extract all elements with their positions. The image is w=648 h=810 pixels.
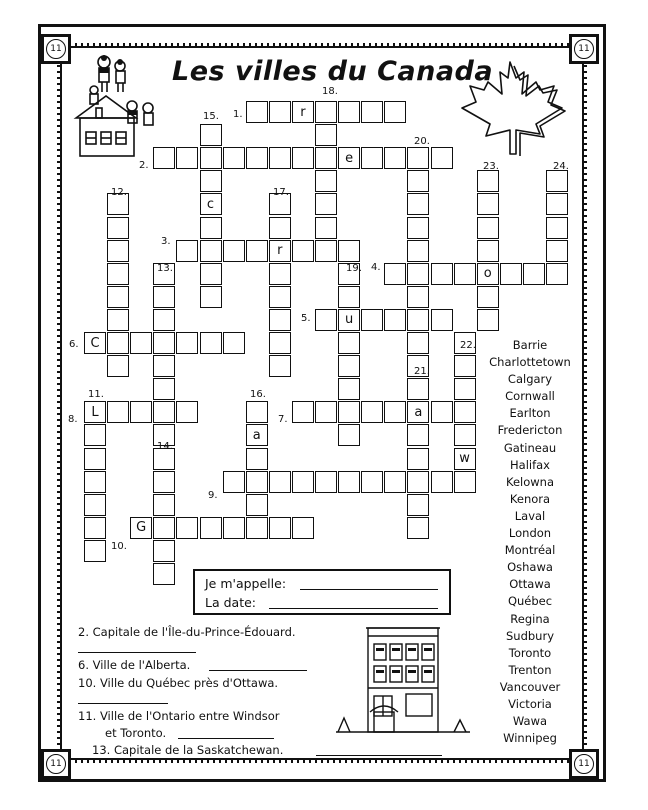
- grid-cell[interactable]: a: [246, 424, 268, 446]
- grid-cell[interactable]: [477, 217, 499, 239]
- grid-cell[interactable]: [269, 263, 291, 285]
- clue-number: 18.: [322, 86, 338, 97]
- grid-cell[interactable]: [200, 217, 222, 239]
- clue-number: 23.: [483, 161, 499, 172]
- clue-number: 6.: [69, 339, 79, 350]
- clue-number: 3.: [161, 236, 171, 247]
- grid-cell[interactable]: [546, 170, 568, 192]
- grid-cell[interactable]: [200, 286, 222, 308]
- grid-cell[interactable]: [200, 240, 222, 262]
- grid-cell[interactable]: [223, 471, 245, 493]
- grid-cell[interactable]: [477, 309, 499, 331]
- grid-cell[interactable]: [84, 424, 106, 446]
- word-bank-item: Québec: [507, 594, 553, 609]
- grid-cell[interactable]: [153, 494, 175, 516]
- grid-cell[interactable]: [153, 401, 175, 423]
- grid-cell[interactable]: [315, 217, 337, 239]
- grid-cell[interactable]: [176, 401, 198, 423]
- grid-cell[interactable]: [407, 332, 429, 354]
- clue-number: 20.: [414, 136, 430, 147]
- grid-cell[interactable]: [361, 147, 383, 169]
- word-bank-item: Trenton: [508, 662, 552, 677]
- clue-number: 11.: [88, 389, 104, 400]
- clue-number: 5.: [301, 313, 311, 324]
- grid-cell[interactable]: [269, 332, 291, 354]
- grid-cell[interactable]: [269, 101, 291, 123]
- grid-cell[interactable]: [384, 147, 406, 169]
- grid-cell[interactable]: [407, 517, 429, 539]
- grid-cell[interactable]: [246, 240, 268, 262]
- grid-cell[interactable]: [361, 309, 383, 331]
- grid-cell[interactable]: [130, 401, 152, 423]
- grid-cell[interactable]: [107, 309, 129, 331]
- grid-cell[interactable]: [454, 355, 476, 377]
- grid-cell[interactable]: [315, 240, 337, 262]
- word-bank-item: Gatineau: [503, 440, 557, 455]
- name-line[interactable]: [300, 589, 438, 590]
- clue-number: 13.: [157, 263, 173, 274]
- grid-cell[interactable]: [223, 147, 245, 169]
- grid-cell[interactable]: [407, 494, 429, 516]
- word-bank-item: Oshawa: [507, 560, 553, 575]
- grid-cell[interactable]: [292, 147, 314, 169]
- grid-cell[interactable]: [477, 286, 499, 308]
- grid-cell[interactable]: [153, 563, 175, 585]
- grid-cell[interactable]: [315, 124, 337, 146]
- grid-cell[interactable]: [384, 101, 406, 123]
- page-number: 11: [46, 39, 66, 59]
- date-line[interactable]: [269, 608, 438, 609]
- word-bank-item: Kenora: [509, 491, 551, 506]
- grid-cell[interactable]: [107, 263, 129, 285]
- clue-11: 11. Ville de l'Ontario entre Windsor: [78, 709, 280, 723]
- grid-cell[interactable]: [223, 332, 245, 354]
- grid-cell[interactable]: [338, 378, 360, 400]
- grid-cell[interactable]: [407, 424, 429, 446]
- grid-cell[interactable]: [338, 401, 360, 423]
- word-bank-item: Regina: [510, 611, 550, 626]
- grid-cell[interactable]: [431, 263, 453, 285]
- grid-cell[interactable]: [153, 309, 175, 331]
- grid-cell[interactable]: [84, 517, 106, 539]
- grid-cell[interactable]: [407, 286, 429, 308]
- grid-cell[interactable]: [384, 401, 406, 423]
- word-bank-item: Wawa: [512, 714, 548, 729]
- grid-cell[interactable]: [384, 471, 406, 493]
- page-number: 11: [46, 754, 66, 774]
- grid-cell[interactable]: [315, 401, 337, 423]
- grid-cell[interactable]: [523, 263, 545, 285]
- grid-cell[interactable]: [407, 217, 429, 239]
- grid-cell[interactable]: [338, 240, 360, 262]
- grid-cell[interactable]: [107, 240, 129, 262]
- grid-cell[interactable]: [361, 471, 383, 493]
- clue-number: 10.: [111, 541, 127, 552]
- grid-cell[interactable]: [246, 401, 268, 423]
- page-title: Les villes du Canada: [172, 56, 494, 87]
- grid-cell[interactable]: r: [269, 240, 291, 262]
- page-number: 11: [574, 39, 594, 59]
- clue-number: 9.: [208, 490, 218, 501]
- word-bank-item: Vancouver: [499, 679, 561, 694]
- grid-cell[interactable]: a: [407, 401, 429, 423]
- grid-cell[interactable]: [269, 147, 291, 169]
- clue-number: 21.: [414, 366, 430, 377]
- grid-cell[interactable]: [130, 332, 152, 354]
- grid-cell[interactable]: [407, 263, 429, 285]
- grid-cell[interactable]: [546, 240, 568, 262]
- grid-cell[interactable]: C: [84, 332, 106, 354]
- grid-cell[interactable]: [315, 101, 337, 123]
- grid-cell[interactable]: [407, 170, 429, 192]
- grid-cell[interactable]: [454, 401, 476, 423]
- corner-bottom-left: [41, 749, 71, 779]
- grid-cell[interactable]: [315, 193, 337, 215]
- word-bank-item: Calgary: [507, 372, 553, 387]
- grid-cell[interactable]: [338, 355, 360, 377]
- grid-cell[interactable]: [153, 540, 175, 562]
- clue-13: 13. Capitale de la Saskatchewan.: [92, 743, 284, 757]
- grid-cell[interactable]: [338, 471, 360, 493]
- corner-bottom-right: [569, 749, 599, 779]
- word-bank-item: London: [508, 526, 552, 541]
- grid-cell[interactable]: [269, 286, 291, 308]
- word-bank-item: Laval: [514, 508, 546, 523]
- clue-number: 24.: [553, 161, 569, 172]
- word-bank-item: Victoria: [508, 696, 552, 711]
- word-bank-item: Sudbury: [505, 628, 554, 643]
- grid-cell[interactable]: [107, 355, 129, 377]
- clue-number: 14.: [157, 441, 173, 452]
- clue-number: 12.: [111, 187, 127, 198]
- grid-cell[interactable]: [107, 286, 129, 308]
- grid-cell[interactable]: [153, 286, 175, 308]
- grid-cell[interactable]: [84, 540, 106, 562]
- grid-cell[interactable]: [153, 517, 175, 539]
- grid-cell[interactable]: u: [338, 309, 360, 331]
- grid-cell[interactable]: [246, 494, 268, 516]
- word-bank-item: Fredericton: [497, 423, 563, 438]
- date-label: La date:: [205, 595, 256, 610]
- grid-cell[interactable]: c: [200, 193, 222, 215]
- grid-cell[interactable]: [546, 217, 568, 239]
- grid-cell[interactable]: [269, 217, 291, 239]
- word-bank-item: Toronto: [508, 645, 552, 660]
- city-building-illustration: [330, 622, 476, 740]
- grid-cell[interactable]: [176, 147, 198, 169]
- grid-cell[interactable]: [176, 517, 198, 539]
- grid-cell[interactable]: [407, 309, 429, 331]
- page-number: 11: [574, 754, 594, 774]
- grid-cell[interactable]: [454, 263, 476, 285]
- grid-cell[interactable]: [176, 332, 198, 354]
- grid-cell[interactable]: [407, 193, 429, 215]
- grid-cell[interactable]: [200, 332, 222, 354]
- grid-cell[interactable]: [407, 471, 429, 493]
- name-label: Je m'appelle:: [205, 576, 287, 591]
- grid-cell[interactable]: [84, 448, 106, 470]
- family-house-illustration: [70, 48, 166, 160]
- grid-cell[interactable]: G: [130, 517, 152, 539]
- grid-cell[interactable]: [338, 101, 360, 123]
- name-date-box: [193, 569, 451, 615]
- corner-top-right: [569, 34, 599, 64]
- grid-cell[interactable]: [407, 378, 429, 400]
- grid-cell[interactable]: [200, 124, 222, 146]
- grid-cell[interactable]: [107, 217, 129, 239]
- grid-cell[interactable]: [315, 147, 337, 169]
- grid-cell[interactable]: [384, 263, 406, 285]
- word-bank-item: Kelowna: [505, 474, 555, 489]
- clue-number: 4.: [371, 262, 381, 273]
- grid-cell[interactable]: [292, 471, 314, 493]
- grid-cell[interactable]: [200, 517, 222, 539]
- grid-cell[interactable]: [338, 286, 360, 308]
- clue-number: 16.: [250, 389, 266, 400]
- grid-cell[interactable]: [246, 517, 268, 539]
- clue-6: 6. Ville de l'Alberta.: [78, 658, 191, 672]
- grid-cell[interactable]: [153, 147, 175, 169]
- grid-cell[interactable]: [107, 332, 129, 354]
- grid-cell[interactable]: [269, 517, 291, 539]
- clue-number: 22.: [460, 340, 476, 351]
- answer-line-6[interactable]: [209, 670, 307, 671]
- grid-cell[interactable]: [477, 240, 499, 262]
- grid-cell[interactable]: [269, 471, 291, 493]
- clue-number: 7.: [278, 414, 288, 425]
- grid-cell[interactable]: [431, 147, 453, 169]
- grid-cell[interactable]: [292, 240, 314, 262]
- grid-cell[interactable]: [315, 471, 337, 493]
- clue-number: 17.: [273, 187, 289, 198]
- grid-cell[interactable]: w: [454, 448, 476, 470]
- maple-leaf-illustration: [454, 56, 570, 160]
- word-bank-item: Charlottetown: [489, 355, 571, 370]
- clue-number: 2.: [139, 160, 149, 171]
- grid-cell[interactable]: [431, 309, 453, 331]
- grid-cell[interactable]: [431, 471, 453, 493]
- corner-top-left: [41, 34, 71, 64]
- clue-2: 2. Capitale de l'Île-du-Prince-Édouard.: [78, 625, 296, 639]
- grid-cell[interactable]: [407, 147, 429, 169]
- grid-cell[interactable]: [546, 193, 568, 215]
- answer-line-11[interactable]: [178, 738, 274, 739]
- grid-cell[interactable]: r: [292, 101, 314, 123]
- answer-line-10[interactable]: [78, 703, 168, 704]
- clue-number: 19.: [346, 263, 362, 274]
- grid-cell[interactable]: [153, 378, 175, 400]
- grid-cell[interactable]: [546, 263, 568, 285]
- grid-cell[interactable]: [407, 448, 429, 470]
- grid-cell[interactable]: e: [338, 147, 360, 169]
- grid-cell[interactable]: [407, 240, 429, 262]
- grid-cell[interactable]: [246, 101, 268, 123]
- grid-cell[interactable]: [153, 332, 175, 354]
- grid-cell[interactable]: L: [84, 401, 106, 423]
- grid-cell[interactable]: [338, 332, 360, 354]
- grid-cell[interactable]: [431, 401, 453, 423]
- grid-cell[interactable]: [338, 424, 360, 446]
- grid-cell[interactable]: [454, 471, 476, 493]
- clue-11-cont: et Toronto.: [105, 726, 167, 740]
- grid-cell[interactable]: [454, 424, 476, 446]
- grid-cell[interactable]: [454, 378, 476, 400]
- grid-cell[interactable]: [292, 401, 314, 423]
- grid-cell[interactable]: [153, 471, 175, 493]
- grid-cell[interactable]: [223, 240, 245, 262]
- word-bank-item: Montréal: [504, 543, 556, 558]
- grid-cell[interactable]: o: [477, 263, 499, 285]
- answer-line-2[interactable]: [78, 652, 196, 653]
- grid-cell[interactable]: [200, 147, 222, 169]
- word-bank-item: Halifax: [510, 457, 550, 472]
- grid-cell[interactable]: [176, 240, 198, 262]
- clue-number: 15.: [203, 111, 219, 122]
- grid-cell[interactable]: [269, 355, 291, 377]
- clue-number: 8.: [68, 414, 78, 425]
- grid-cell[interactable]: [361, 401, 383, 423]
- grid-cell[interactable]: [477, 170, 499, 192]
- answer-line-13[interactable]: [316, 755, 442, 756]
- grid-cell[interactable]: [500, 263, 522, 285]
- grid-cell[interactable]: [246, 147, 268, 169]
- grid-cell[interactable]: [384, 309, 406, 331]
- clue-10: 10. Ville du Québec près d'Ottawa.: [78, 676, 279, 690]
- word-bank-item: Earlton: [509, 406, 551, 421]
- grid-cell[interactable]: [153, 355, 175, 377]
- grid-cell[interactable]: [107, 401, 129, 423]
- word-bank: [476, 337, 584, 747]
- grid-cell[interactable]: [477, 193, 499, 215]
- grid-cell[interactable]: [200, 170, 222, 192]
- word-bank-item: Ottawa: [509, 577, 551, 592]
- word-bank-item: Cornwall: [505, 389, 555, 404]
- grid-cell[interactable]: [223, 517, 245, 539]
- clue-number: 1.: [233, 109, 243, 120]
- grid-cell[interactable]: [292, 517, 314, 539]
- grid-cell[interactable]: [269, 309, 291, 331]
- word-bank-item: Winnipeg: [503, 731, 557, 746]
- grid-cell[interactable]: [246, 471, 268, 493]
- grid-cell[interactable]: [315, 309, 337, 331]
- grid-cell[interactable]: [84, 471, 106, 493]
- grid-cell[interactable]: [246, 448, 268, 470]
- word-bank-item: Barrie: [512, 338, 548, 352]
- grid-cell[interactable]: [315, 170, 337, 192]
- grid-cell[interactable]: [84, 494, 106, 516]
- grid-cell[interactable]: [200, 263, 222, 285]
- grid-cell[interactable]: [361, 101, 383, 123]
